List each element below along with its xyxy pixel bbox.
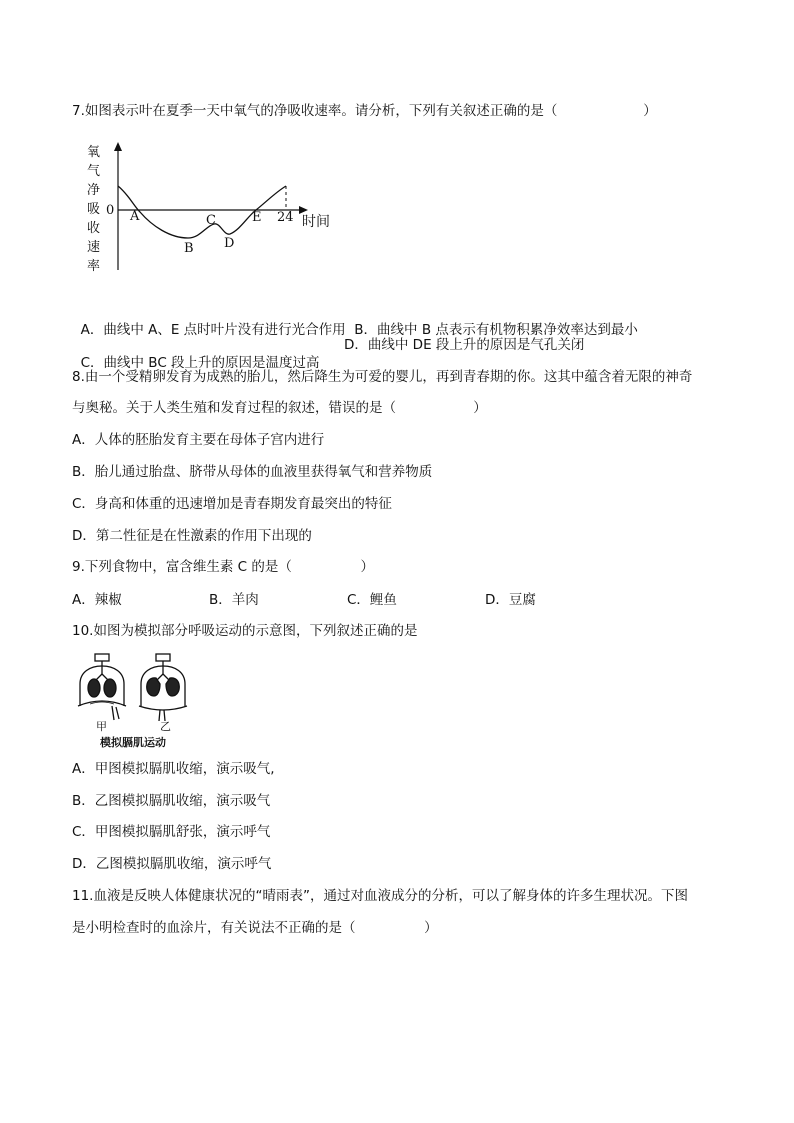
q8-option-c[interactable]: C．身高和体重的迅速增加是青春期发育最突出的特征 <box>72 496 392 512</box>
y-label-char: 速 <box>87 240 101 255</box>
y-label-char: 净 <box>87 183 101 198</box>
q7-option-row-1 <box>72 303 638 339</box>
y-label-char: 气 <box>87 164 101 179</box>
q7-option-b[interactable]: B．曲线中 B 点表示有机物积累净效率达到最小 <box>354 322 638 338</box>
q10-stem: 10.如图为模拟部分呼吸运动的示意图，下列叙述正确的是 <box>72 623 418 639</box>
y-label-char: 吸 <box>87 202 101 217</box>
q11-stem-line-1: 11.血液是反映人体健康状况的“晴雨表”，通过对血液成分的分析，可以了解身体的许多生理状况。下图 <box>72 888 688 904</box>
q9-option-d[interactable]: D．豆腐 <box>485 592 536 608</box>
q7-option-d[interactable]: D．曲线中 DE 段上升的原因是气孔关闭 <box>344 337 585 353</box>
bell-jar-left <box>78 654 126 720</box>
q8-option-a[interactable]: A．人体的胚胎发育主要在母体子宫内进行 <box>72 432 325 448</box>
end-label-24: 24 <box>277 210 294 225</box>
point-label-d: D <box>224 236 235 251</box>
zero-label: 0 <box>106 203 115 218</box>
y-label-char: 收 <box>87 221 101 236</box>
q9-option-c[interactable]: C．鲤鱼 <box>347 592 397 608</box>
y-label-char: 率 <box>87 259 101 274</box>
q7-option-c[interactable]: C．曲线中 BC 段上升的原因是温度过高 <box>80 355 320 371</box>
point-label-e: E <box>252 210 262 225</box>
figure-label-jia: 甲 <box>96 720 107 733</box>
q7-option-row-2 <box>72 336 320 372</box>
point-label-c: C <box>206 213 216 228</box>
q8-option-b[interactable]: B．胎儿通过胎盘、脐带从母体的血液里获得氧气和营养物质 <box>72 464 433 480</box>
y-label-char: 氧 <box>87 145 101 160</box>
q10-option-b[interactable]: B．乙图模拟膈肌收缩，演示吸气 <box>72 793 271 809</box>
q10-option-c[interactable]: C．甲图模拟膈肌舒张，演示呼气 <box>72 824 271 840</box>
point-label-a: A <box>130 209 140 224</box>
q10-option-d[interactable]: D．乙图模拟膈肌收缩，演示呼气 <box>72 856 272 872</box>
q9-stem: 9.下列食物中，富含维生素 C 的是（ ） <box>72 559 375 575</box>
q9-option-b[interactable]: B．羊肉 <box>209 592 259 608</box>
q8-option-d[interactable]: D．第二性征是在性激素的作用下出现的 <box>72 528 312 544</box>
q7-option-a[interactable]: A．曲线中 A、E 点时叶片没有进行光合作用 <box>80 322 346 338</box>
q11-stem-line-2: 是小明检查时的血涂片，有关说法不正确的是（ ） <box>72 920 438 936</box>
q10-option-a[interactable]: A．甲图模拟膈肌收缩，演示吸气, <box>72 761 275 777</box>
x-axis-label: 时间 <box>302 214 330 230</box>
bell-jar-right <box>139 654 187 721</box>
y-axis-arrow <box>114 142 122 151</box>
q7-stem: 7.如图表示叶在夏季一天中氧气的净吸收速率。请分析，下列有关叙述正确的是（ ） <box>72 103 657 119</box>
figure-label-yi: 乙 <box>160 720 171 733</box>
x-axis-arrow <box>299 206 308 214</box>
q10-diaphragm-model-figure <box>72 650 202 750</box>
q9-option-a[interactable]: A．辣椒 <box>72 592 122 608</box>
figure-caption: 模拟膈肌运动 <box>100 736 166 749</box>
q8-stem-line-1: 8.由一个受精卵发育为成熟的胎儿，然后降生为可爱的婴儿，再到青春期的你。这其中蕴含着无限的神奇 <box>72 369 693 385</box>
point-label-b: B <box>184 241 194 256</box>
q7-oxygen-absorption-chart <box>84 140 344 275</box>
q8-stem-line-2: 与奥秘。关于人类生殖和发育过程的叙述，错误的是（ ） <box>72 400 487 416</box>
